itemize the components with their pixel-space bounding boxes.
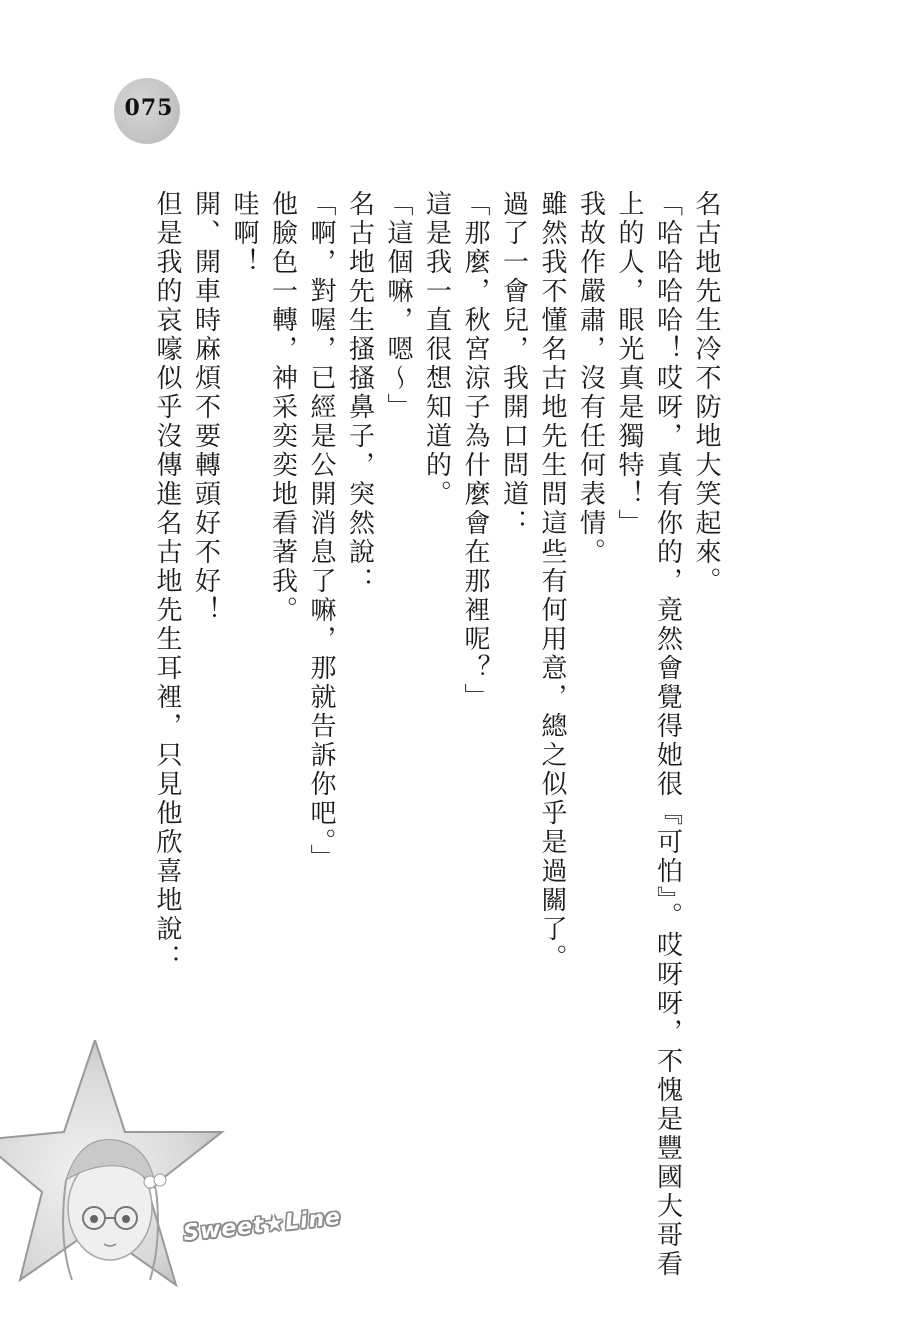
- text-line: 雖然我不懂名古地先生問這些有何用意，總之似乎是過關了。: [537, 190, 567, 973]
- page-number-badge: [114, 78, 180, 144]
- text-line: 開、開車時麻煩不要轉頭好不好！: [190, 190, 221, 625]
- text-line: 過了一會兒，我開口問道：: [498, 190, 529, 538]
- text-line: 名古地先生冷不防地大笑起來。: [691, 190, 721, 596]
- text-line: 他臉色一轉，神采奕奕地看著我。: [267, 190, 298, 625]
- page-number: 075: [124, 95, 174, 121]
- text-line: 「啊，對喔，已經是公開消息了嘛，那就告訴你吧。」: [306, 190, 336, 873]
- text-line: 哇啊！: [229, 190, 259, 277]
- text-line: 我故作嚴肅，沒有任何表情。: [575, 190, 606, 567]
- text-line: 名古地先生搔搔鼻子，突然說：: [344, 190, 375, 596]
- text-line: 這是我一直很想知道的。: [421, 190, 452, 509]
- sweet-line-logo: Sweet★Line: [182, 1204, 343, 1247]
- text-line: 上的人，眼光真是獨特！」: [614, 190, 644, 538]
- text-line: 「這個嘛，嗯～」: [383, 190, 413, 422]
- star-character-illustration: [0, 1040, 400, 1321]
- text-line: 「那麼，秋宮涼子為什麼會在那裡呢？」: [460, 190, 490, 712]
- text-line: 但是我的哀嚎似乎沒傳進名古地先生耳裡，只見他欣喜地說：: [152, 190, 182, 973]
- text-line: 「哈哈哈哈！哎呀，真有你的，竟然會覺得她很『可怕』。哎呀呀，不愧是豐國大哥看: [652, 190, 683, 1279]
